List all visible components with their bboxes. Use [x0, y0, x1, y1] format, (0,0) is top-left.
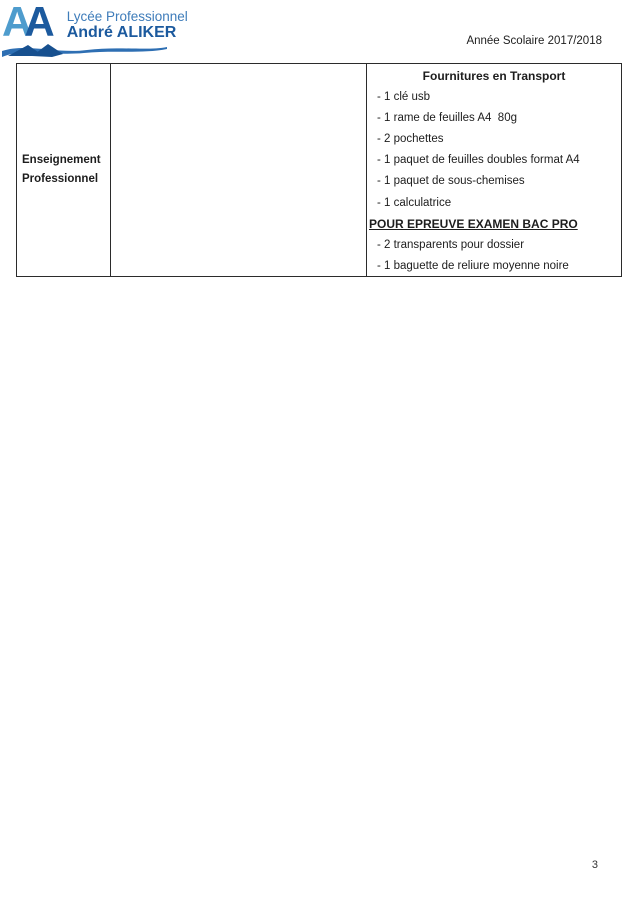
table-cell-supplies [367, 64, 621, 276]
monogram-letter-1: A [2, 0, 25, 45]
row-label-line-1: Enseignement [22, 153, 101, 166]
row-label-line-2: Professionnel [22, 173, 99, 185]
school-year-label: Année Scolaire 2017/2018 [466, 35, 602, 47]
logo-text [67, 10, 188, 43]
school-type-label: Lycée Professionnel [66, 9, 188, 24]
supply-item: - 1 clé usb [377, 91, 431, 104]
school-logo [2, 0, 192, 45]
table-cell-row-label [17, 64, 111, 276]
wave-swoosh-icon [2, 42, 168, 60]
monogram-letter-2: A [24, 0, 47, 45]
supply-item: - 1 paquet de feuilles doubles format A4 [377, 154, 580, 167]
exam-section-title: POUR EPREUVE EXAMEN BAC PRO [369, 216, 578, 231]
supply-item: - 2 pochettes [377, 133, 444, 146]
logo-monogram-icon [2, 0, 55, 45]
supply-item: - 1 rame de feuilles A4 80g [377, 112, 517, 125]
supply-item: - 1 baguette de reliure moyenne noire [377, 259, 569, 272]
supply-item: - 1 paquet de sous-chemises [377, 175, 525, 188]
supplies-table [16, 63, 622, 277]
page-number: 3 [591, 859, 598, 871]
school-name-label: André ALIKER [66, 24, 177, 42]
supply-item: - 2 transparents pour dossier [377, 238, 525, 251]
table-cell-empty [111, 64, 367, 276]
supplies-title: Fournitures en Transport [422, 69, 566, 83]
supply-item: - 1 calculatrice [377, 196, 452, 209]
